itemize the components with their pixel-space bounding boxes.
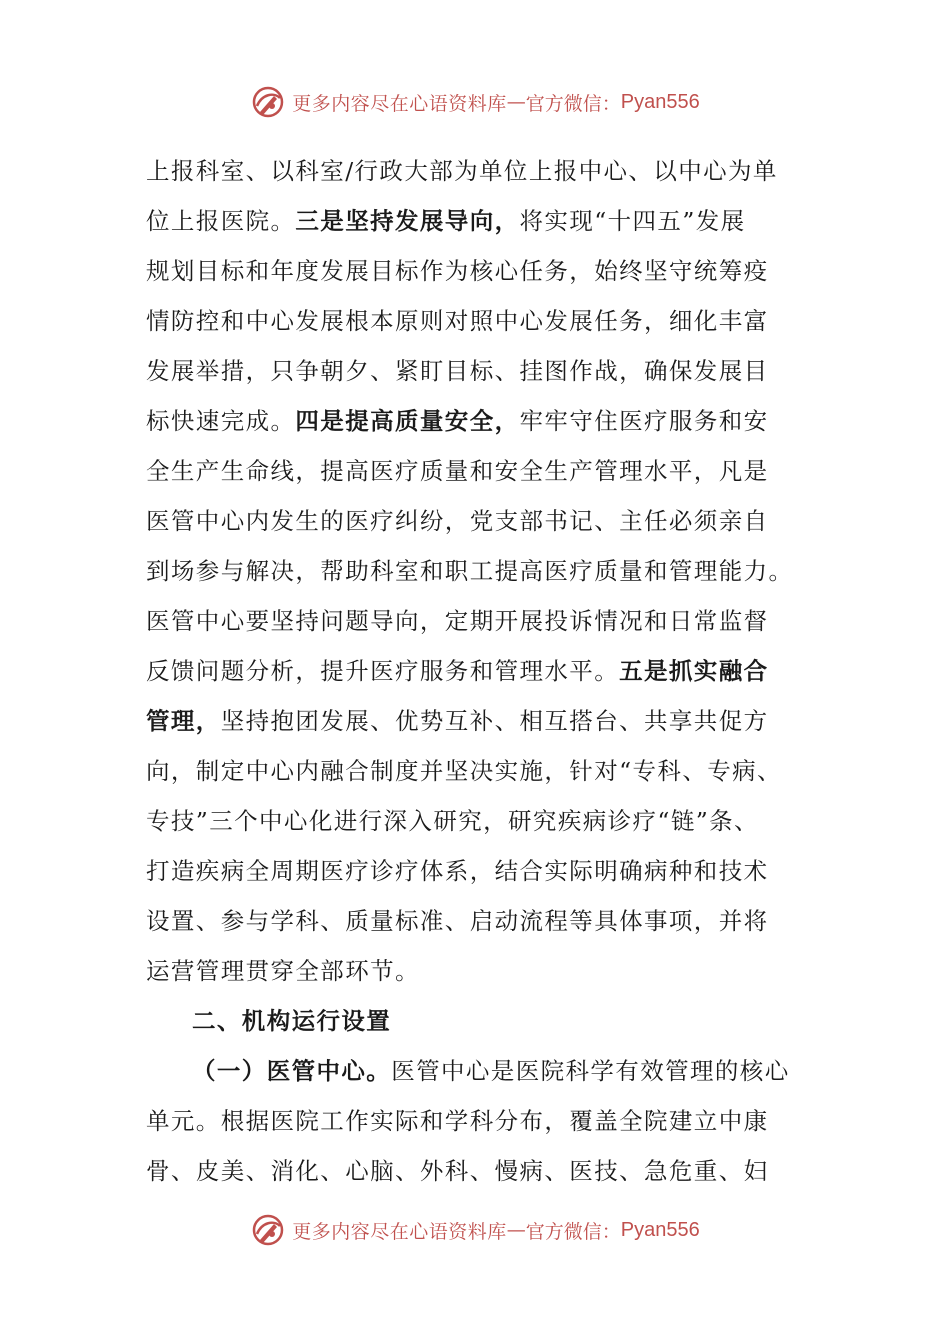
text-line (146, 696, 804, 746)
banner-wechat-label: 官方微信： (525, 92, 621, 115)
banner-separator: — (506, 91, 526, 113)
bold-text-segment: 五是抓实融合 (619, 657, 769, 685)
text-segment: 设置、参与学科、质量标准、启动流程等具体事项，并将 (146, 907, 769, 935)
text-segment: 标快速完成。 (146, 407, 296, 435)
text-line (146, 846, 804, 896)
text-line (146, 1046, 804, 1096)
text-segment: 上报科室、以科室/行政大部为单位上报中心、以中心为单 (146, 157, 778, 185)
banner-slogan: 更多内容尽在心语资料库 (292, 1220, 507, 1243)
bold-text-segment: 管理， (146, 707, 221, 735)
text-segment: 运营管理贯穿全部环节。 (146, 957, 420, 985)
text-line (146, 796, 804, 846)
text-segment: 医管中心内发生的医疗纠纷，党支部书记、主任必须亲自 (146, 507, 769, 535)
text-segment: 打造疾病全周期医疗诊疗体系，结合实际明确病种和技术 (146, 857, 769, 885)
text-line (146, 596, 804, 646)
text-line (146, 396, 804, 446)
banner-wechat-id: Pyan556 (620, 1218, 700, 1241)
banner-slogan: 更多内容尽在心语资料库 (292, 92, 507, 115)
text-line (146, 296, 804, 346)
footer-watermark-banner (0, 1208, 950, 1252)
bold-text-segment: 三是坚持发展导向， (295, 207, 520, 235)
text-line (146, 746, 804, 796)
pen-swirl-logo-icon (250, 1212, 286, 1248)
text-line (146, 446, 804, 496)
text-line (146, 346, 804, 396)
banner-separator: — (506, 1219, 526, 1241)
text-line (146, 196, 804, 246)
text-segment: 发展举措，只争朝夕、紧盯目标、挂图作战，确保发展目 (146, 357, 769, 385)
text-line (146, 146, 804, 196)
text-line (146, 546, 804, 596)
text-segment: 全生产生命线，提高医疗质量和安全生产管理水平，凡是 (146, 457, 769, 485)
banner-wechat-id: Pyan556 (620, 90, 700, 113)
text-line (146, 996, 804, 1046)
text-line (146, 246, 804, 296)
text-line (146, 646, 804, 696)
text-segment: 到场参与解决，帮助科室和职工提高医疗质量和管理能力。 (146, 557, 794, 585)
text-segment: 骨、皮美、消化、心脑、外科、慢病、医技、急危重、妇 (146, 1157, 769, 1185)
text-segment: 向，制定中心内融合制度并坚决实施，针对“专科、专病、 (146, 757, 782, 785)
text-line (146, 1096, 804, 1146)
text-segment: 反馈问题分析，提升医疗服务和管理水平。 (146, 657, 620, 685)
text-line (146, 896, 804, 946)
text-segment: 位上报医院。 (146, 207, 296, 235)
text-segment: 将实现“十四五”发展 (519, 207, 746, 235)
bold-text-segment: 二、机构运行设置 (192, 1007, 392, 1035)
text-segment: 规划目标和年度发展目标作为核心任务，始终坚守统筹疫 (146, 257, 769, 285)
text-line (146, 1146, 804, 1196)
text-line (146, 946, 804, 996)
text-segment: 情防控和中心发展根本原则对照中心发展任务，细化丰富 (146, 307, 769, 335)
bold-text-segment: （一）医管中心。 (192, 1057, 392, 1085)
bold-text-segment: 四是提高质量安全， (295, 407, 520, 435)
text-segment: 牢牢守住医疗服务和安 (519, 407, 769, 435)
pen-swirl-logo-icon (250, 84, 286, 120)
banner-wechat-label: 官方微信： (525, 1220, 621, 1243)
text-segment: 医管中心是医院科学有效管理的核心 (391, 1057, 790, 1085)
text-line (146, 496, 804, 546)
document-body (146, 146, 804, 1196)
text-segment: 专技”三个中心化进行深入研究，研究疾病诊疗“链”条、 (146, 807, 759, 835)
text-segment: 单元。根据医院工作实际和学科分布，覆盖全院建立中康 (146, 1107, 769, 1135)
text-segment: 医管中心要坚持问题导向，定期开展投诉情况和日常监督 (146, 607, 769, 635)
header-watermark-banner (0, 80, 950, 124)
text-segment: 坚持抱团发展、优势互补、相互搭台、共享共促方 (220, 707, 769, 735)
